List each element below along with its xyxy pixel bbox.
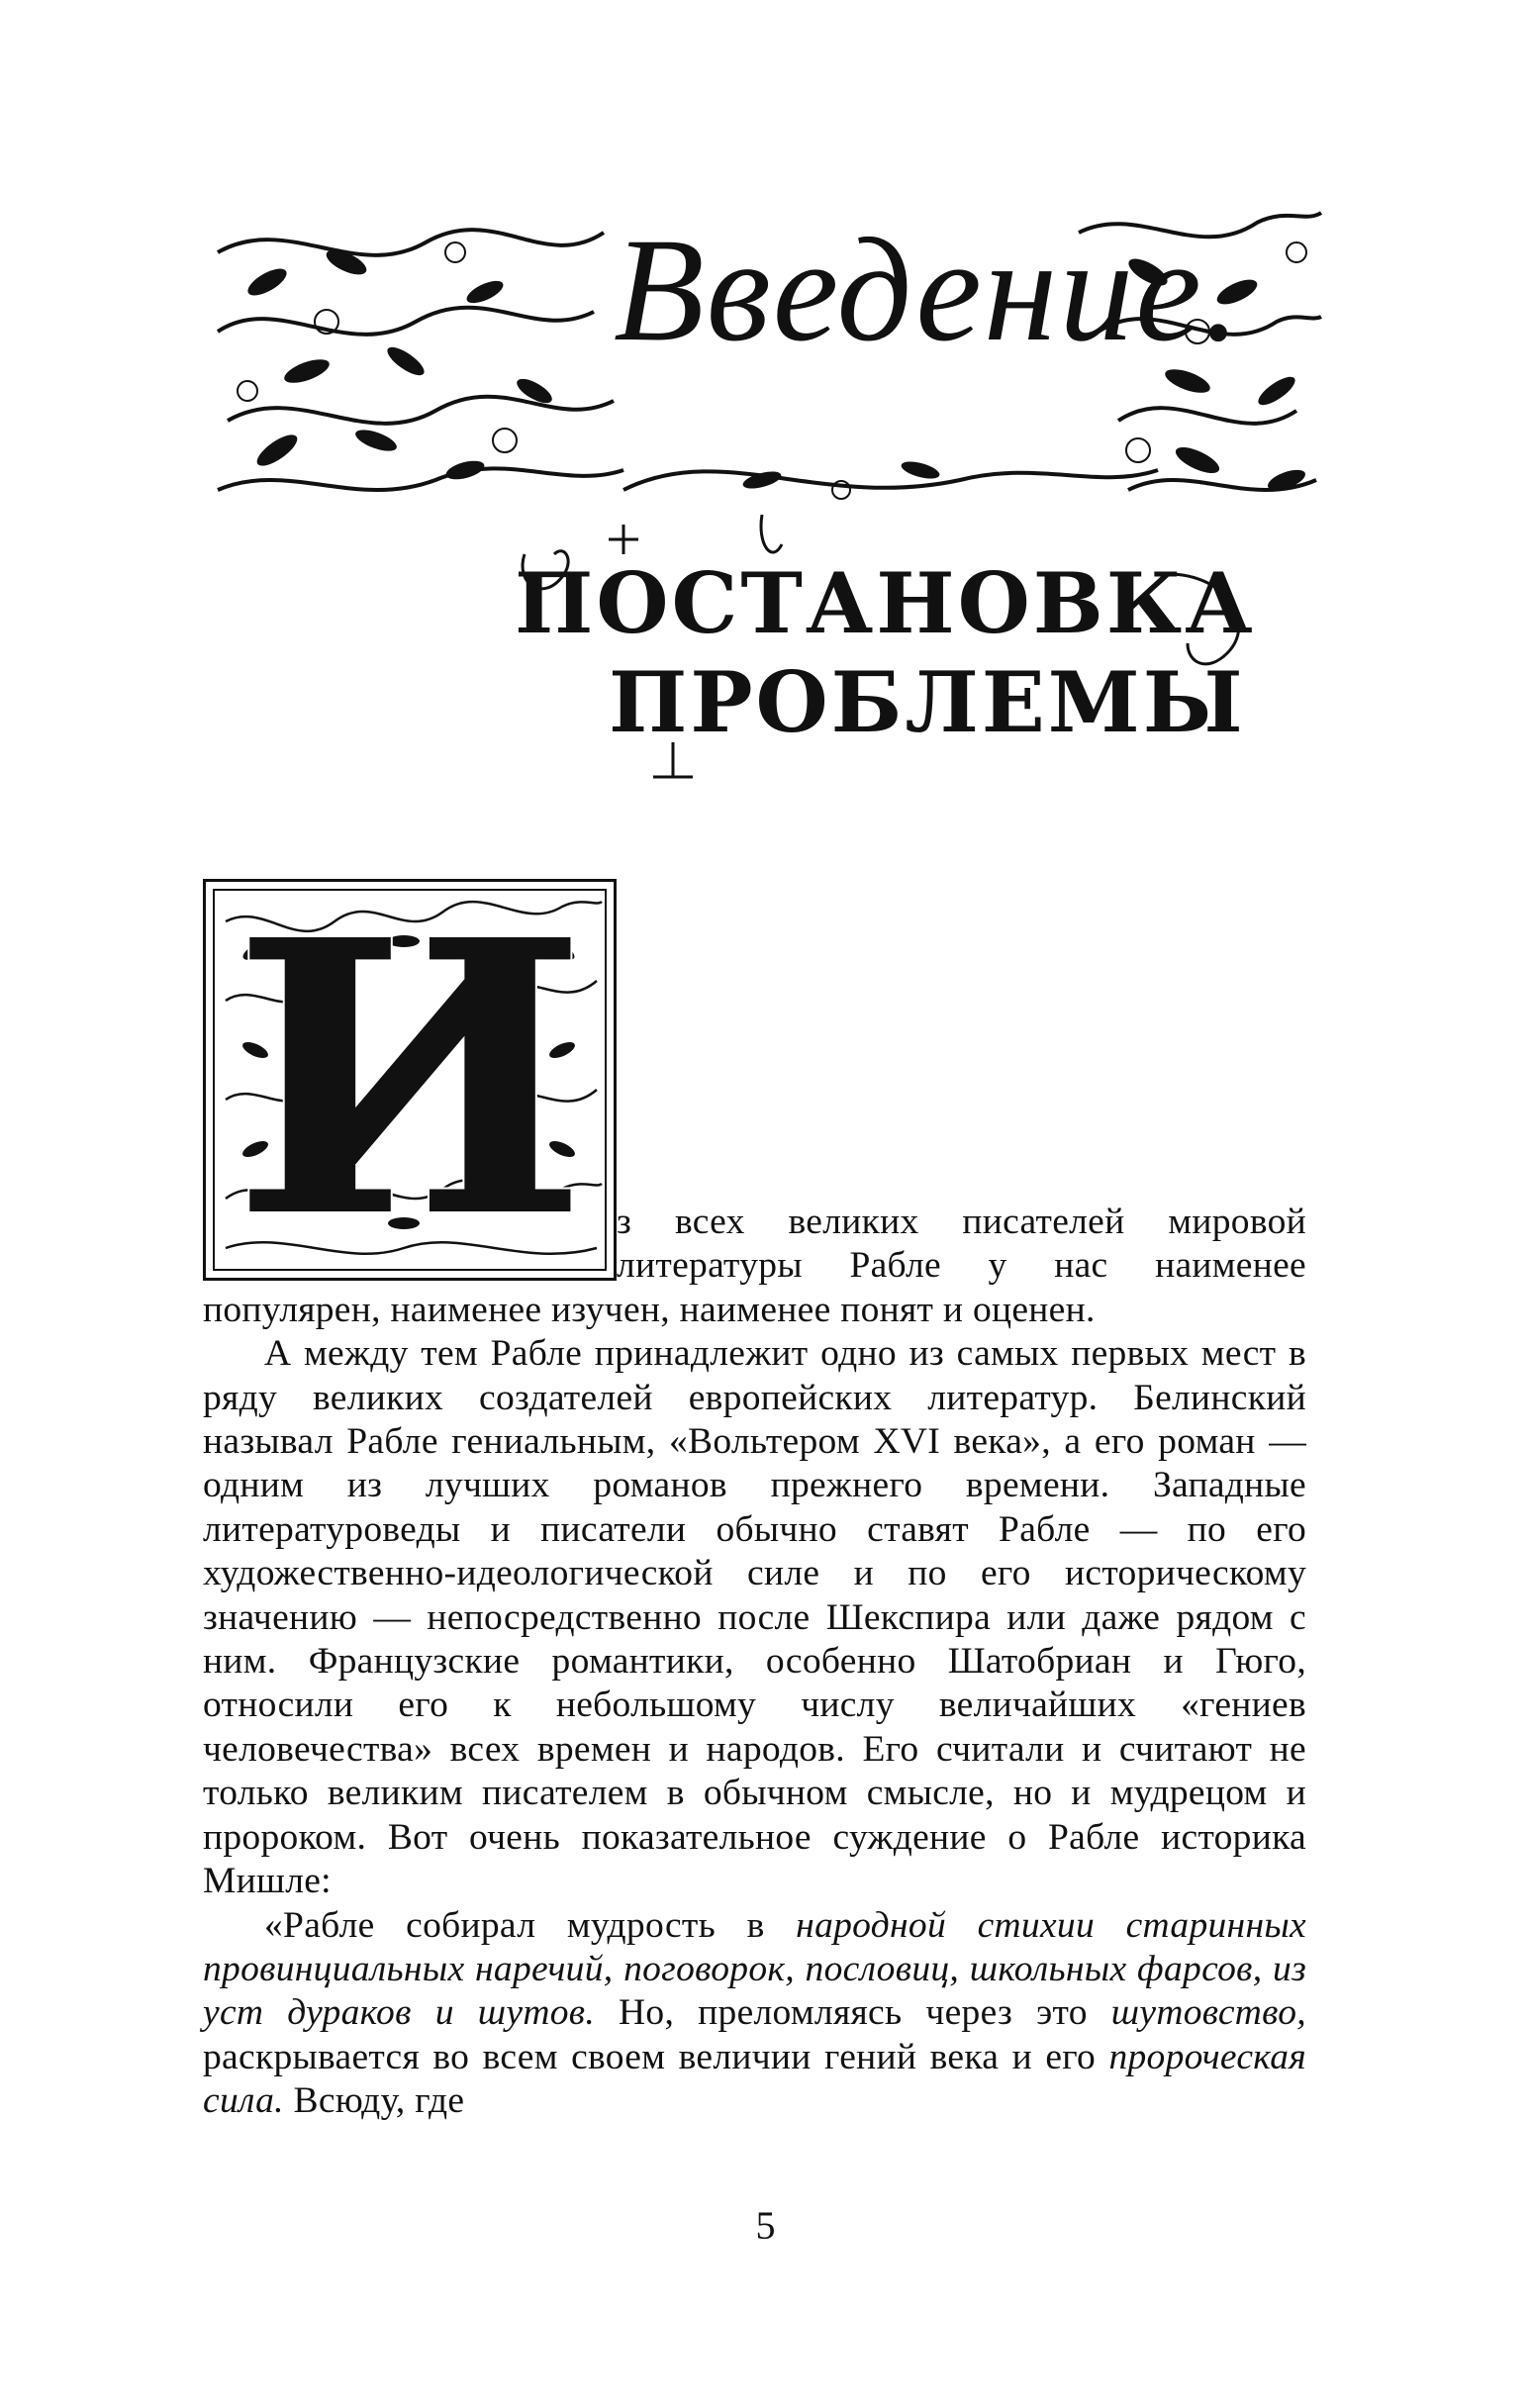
body-text — [203, 1201, 1306, 2124]
paragraph-3-italic-b: народной стихии старинных провинциальных наречий, поговорок, пословиц, школьных фарсов, из уст дураков и шутов. — [203, 1904, 1306, 2034]
chapter-subtitle — [515, 554, 1306, 752]
paragraph-3-text-g: Всюду, где — [283, 2080, 465, 2122]
paragraph-3 — [203, 1904, 1306, 2124]
paragraph-1 — [203, 1201, 1306, 1332]
paragraph-3-text-a: «Рабле собирал мудрость в — [264, 1904, 797, 1946]
subtitle-line-1: ПОСТАНОВКА — [515, 554, 1256, 652]
chapter-title: Введение. — [614, 208, 1243, 372]
paragraph-3-text-e: раскрывается во всем своем величии гений века и его — [203, 2036, 1109, 2077]
paragraph-3-italic-d: шутовство, — [1110, 1992, 1306, 2034]
page-number: 5 — [755, 2203, 776, 2248]
paragraph-3-text-c: Но, преломляясь через это — [595, 1992, 1111, 2034]
paragraph-1-text: з всех великих писателей мировой литературы Рабле у нас наименее популярен, наименее изучен, наименее понят и оценен. — [203, 1202, 1306, 1330]
paragraph-3-italic-f: пророческая сила. — [203, 2036, 1306, 2122]
dropcap-spacer — [203, 1201, 617, 1280]
dropcap-letter: И — [232, 879, 588, 1281]
paragraph-2: А между тем Рабле принадлежит одно из самых первых мест в ряду великих создателей европейских литератур. Белинский называл Рабле гениальным, «Вольтером XVI века», а его роман — одним из лучших романов прежнего времени. Западные литературоведы и писатели обычно ставят Рабле — по его художественно-идеологической силе и по его историческому значению — непосредственно после Шекспира или даже рядом с ним. Французские романтики, особенно Шатобриан и Гюго, относили его к небольшому числу величайших «гениев человечества» всех времен и народов. Его считали и считают не только великим писателем в обычном смысле, но и мудрецом и пророком. Вот очень показательное суждение о Рабле историка Мишле: — [203, 1333, 1306, 1902]
subtitle-line-2: ПРОБЛЕМЫ — [609, 653, 1246, 751]
